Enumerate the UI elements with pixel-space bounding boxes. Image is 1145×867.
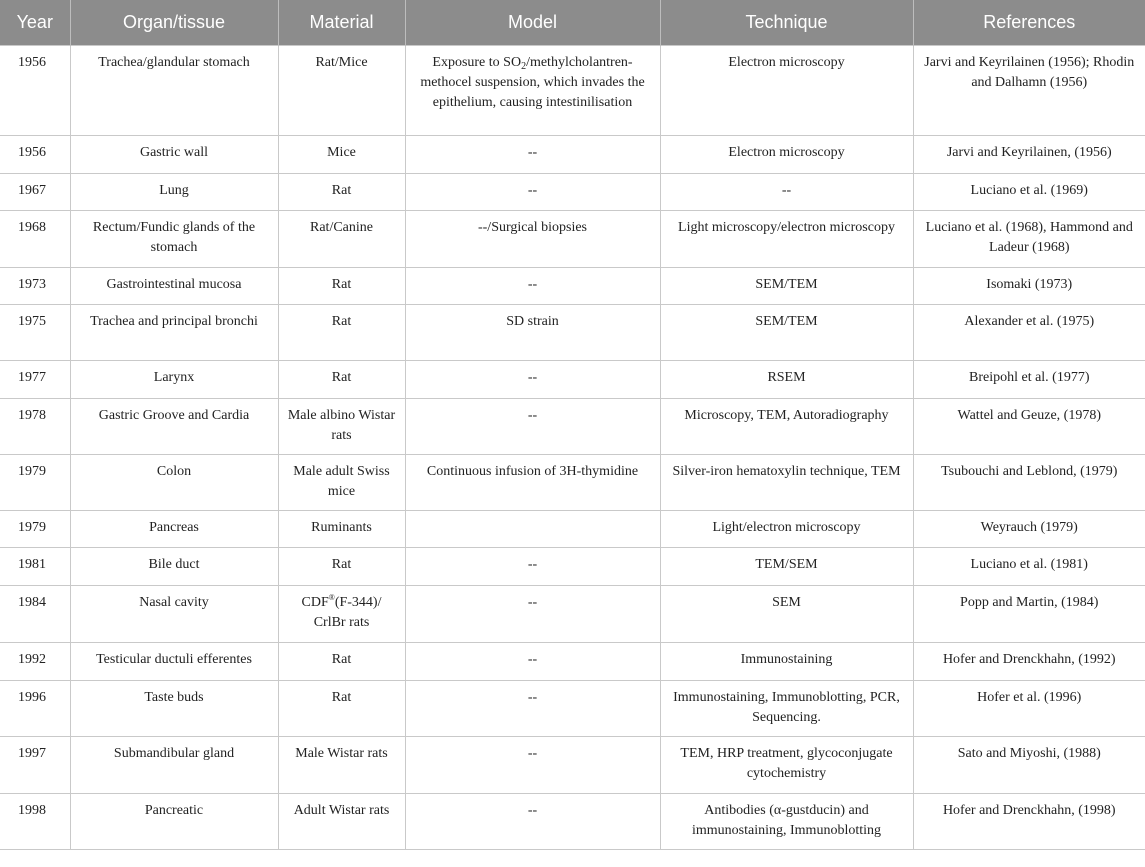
cell-year: 1992 <box>0 643 70 681</box>
cell-year: 1975 <box>0 305 70 361</box>
subscript: 2 <box>521 61 527 72</box>
cell-model: -- <box>405 794 660 850</box>
cell-material: Rat <box>278 361 405 399</box>
table-row <box>0 511 1145 548</box>
cell-material: Mice <box>278 136 405 174</box>
cell-organ: Pancreatic <box>70 794 278 850</box>
table-row <box>0 211 1145 268</box>
table-row <box>0 46 1145 136</box>
cell-organ: Gastrointestinal mucosa <box>70 268 278 305</box>
header-technique: Technique <box>660 0 913 46</box>
cell-references: Hofer et al. (1996) <box>913 681 1145 737</box>
cell-model: -- <box>405 643 660 681</box>
table-row <box>0 737 1145 794</box>
cell-references: Alexander et al. (1975) <box>913 305 1145 361</box>
cell-references: Wattel and Geuze, (1978) <box>913 399 1145 455</box>
model-text-part: /methylcholantren-methocel suspension, which invades the epithelium, causing intestinilisation <box>420 55 645 110</box>
cell-technique: Microscopy, TEM, Autoradiography <box>660 399 913 455</box>
cell-material <box>278 586 405 643</box>
header-references: References <box>913 0 1145 46</box>
cell-year: 1977 <box>0 361 70 399</box>
material-text-part: CDF <box>301 595 329 610</box>
cell-model: -- <box>405 548 660 586</box>
cell-organ: Trachea/glandular stomach <box>70 46 278 136</box>
cell-technique: Light/electron microscopy <box>660 511 913 548</box>
cell-material: Rat <box>278 681 405 737</box>
table-row <box>0 643 1145 681</box>
cell-year: 1956 <box>0 136 70 174</box>
cell-organ: Lung <box>70 174 278 211</box>
table-row <box>0 305 1145 361</box>
cell-organ: Rectum/Fundic glands of the stomach <box>70 211 278 268</box>
material-text-part: (F-344)/ CrlBr rats <box>313 595 382 630</box>
cell-year: 1956 <box>0 46 70 136</box>
cell-model: -- <box>405 399 660 455</box>
cell-material: Rat/Canine <box>278 211 405 268</box>
cell-technique: Immunostaining <box>660 643 913 681</box>
cell-references: Luciano et al. (1968), Hammond and Ladeur (1968) <box>913 211 1145 268</box>
cell-technique: Silver-iron hematoxylin technique, TEM <box>660 455 913 511</box>
cell-year: 1979 <box>0 455 70 511</box>
table-row <box>0 681 1145 737</box>
cell-technique: SEM/TEM <box>660 268 913 305</box>
cell-references: Tsubouchi and Leblond, (1979) <box>913 455 1145 511</box>
cell-references: Isomaki (1973) <box>913 268 1145 305</box>
cell-organ: Bile duct <box>70 548 278 586</box>
cell-year: 1978 <box>0 399 70 455</box>
table-row <box>0 455 1145 511</box>
cell-model: SD strain <box>405 305 660 361</box>
cell-technique: Light microscopy/electron microscopy <box>660 211 913 268</box>
cell-material: Male Wistar rats <box>278 737 405 794</box>
cell-references: Hofer and Drenckhahn, (1998) <box>913 794 1145 850</box>
cell-organ: Gastric wall <box>70 136 278 174</box>
cell-year: 1981 <box>0 548 70 586</box>
cell-year: 1968 <box>0 211 70 268</box>
cell-model: -- <box>405 174 660 211</box>
cell-material: Rat <box>278 643 405 681</box>
cell-year: 1998 <box>0 794 70 850</box>
cell-model: -- <box>405 268 660 305</box>
cell-year: 1984 <box>0 586 70 643</box>
cell-references: Weyrauch (1979) <box>913 511 1145 548</box>
cell-technique: Antibodies (α-gustducin) and immunostaining, Immunoblotting <box>660 794 913 850</box>
cell-references: Jarvi and Keyrilainen, (1956) <box>913 136 1145 174</box>
table-row <box>0 794 1145 850</box>
table-row <box>0 268 1145 305</box>
cell-organ: Nasal cavity <box>70 586 278 643</box>
cell-material: Rat/Mice <box>278 46 405 136</box>
cell-technique: Immunostaining, Immunoblotting, PCR, Sequencing. <box>660 681 913 737</box>
cell-model: -- <box>405 136 660 174</box>
cell-references: Popp and Martin, (1984) <box>913 586 1145 643</box>
cell-references: Luciano et al. (1981) <box>913 548 1145 586</box>
cell-model <box>405 46 660 136</box>
cell-technique: TEM, HRP treatment, glycoconjugate cytochemistry <box>660 737 913 794</box>
cell-organ: Pancreas <box>70 511 278 548</box>
table-row <box>0 548 1145 586</box>
cell-technique: Electron microscopy <box>660 46 913 136</box>
model-text-part: Exposure to SO <box>432 55 522 70</box>
cell-year: 1996 <box>0 681 70 737</box>
header-organ-tissue: Organ/tissue <box>70 0 278 46</box>
header-material: Material <box>278 0 405 46</box>
cell-organ: Submandibular gland <box>70 737 278 794</box>
cell-organ: Colon <box>70 455 278 511</box>
cell-material: Ruminants <box>278 511 405 548</box>
header-year: Year <box>0 0 70 46</box>
table-row <box>0 174 1145 211</box>
cell-model: Continuous infusion of 3H-thymidine <box>405 455 660 511</box>
header-model: Model <box>405 0 660 46</box>
table-header-row <box>0 0 1145 46</box>
table-row <box>0 361 1145 399</box>
cell-model: --/Surgical biopsies <box>405 211 660 268</box>
cell-references: Sato and Miyoshi, (1988) <box>913 737 1145 794</box>
cell-material: Adult Wistar rats <box>278 794 405 850</box>
cell-material: Rat <box>278 174 405 211</box>
cell-organ: Trachea and principal bronchi <box>70 305 278 361</box>
table-row <box>0 399 1145 455</box>
cell-technique: RSEM <box>660 361 913 399</box>
cell-technique: -- <box>660 174 913 211</box>
cell-references: Hofer and Drenckhahn, (1992) <box>913 643 1145 681</box>
cell-organ: Testicular ductuli efferentes <box>70 643 278 681</box>
cell-references: Luciano et al. (1969) <box>913 174 1145 211</box>
cell-technique: Electron microscopy <box>660 136 913 174</box>
cell-material: Male albino Wistar rats <box>278 399 405 455</box>
cell-organ: Larynx <box>70 361 278 399</box>
cell-organ: Taste buds <box>70 681 278 737</box>
cell-material: Male adult Swiss mice <box>278 455 405 511</box>
cell-technique: SEM <box>660 586 913 643</box>
cell-material: Rat <box>278 305 405 361</box>
cell-technique: SEM/TEM <box>660 305 913 361</box>
cell-year: 1967 <box>0 174 70 211</box>
cell-material: Rat <box>278 548 405 586</box>
table-row <box>0 136 1145 174</box>
cell-model <box>405 511 660 548</box>
cell-model: -- <box>405 361 660 399</box>
cell-model: -- <box>405 681 660 737</box>
table-row <box>0 586 1145 643</box>
cell-organ: Gastric Groove and Cardia <box>70 399 278 455</box>
cell-model: -- <box>405 586 660 643</box>
cell-year: 1979 <box>0 511 70 548</box>
cell-references: Breipohl et al. (1977) <box>913 361 1145 399</box>
cell-model: -- <box>405 737 660 794</box>
cell-technique: TEM/SEM <box>660 548 913 586</box>
registered-mark: ® <box>328 593 335 602</box>
cell-material: Rat <box>278 268 405 305</box>
cell-references: Jarvi and Keyrilainen (1956); Rhodin and Dalhamn (1956) <box>913 46 1145 136</box>
cell-year: 1997 <box>0 737 70 794</box>
cell-year: 1973 <box>0 268 70 305</box>
